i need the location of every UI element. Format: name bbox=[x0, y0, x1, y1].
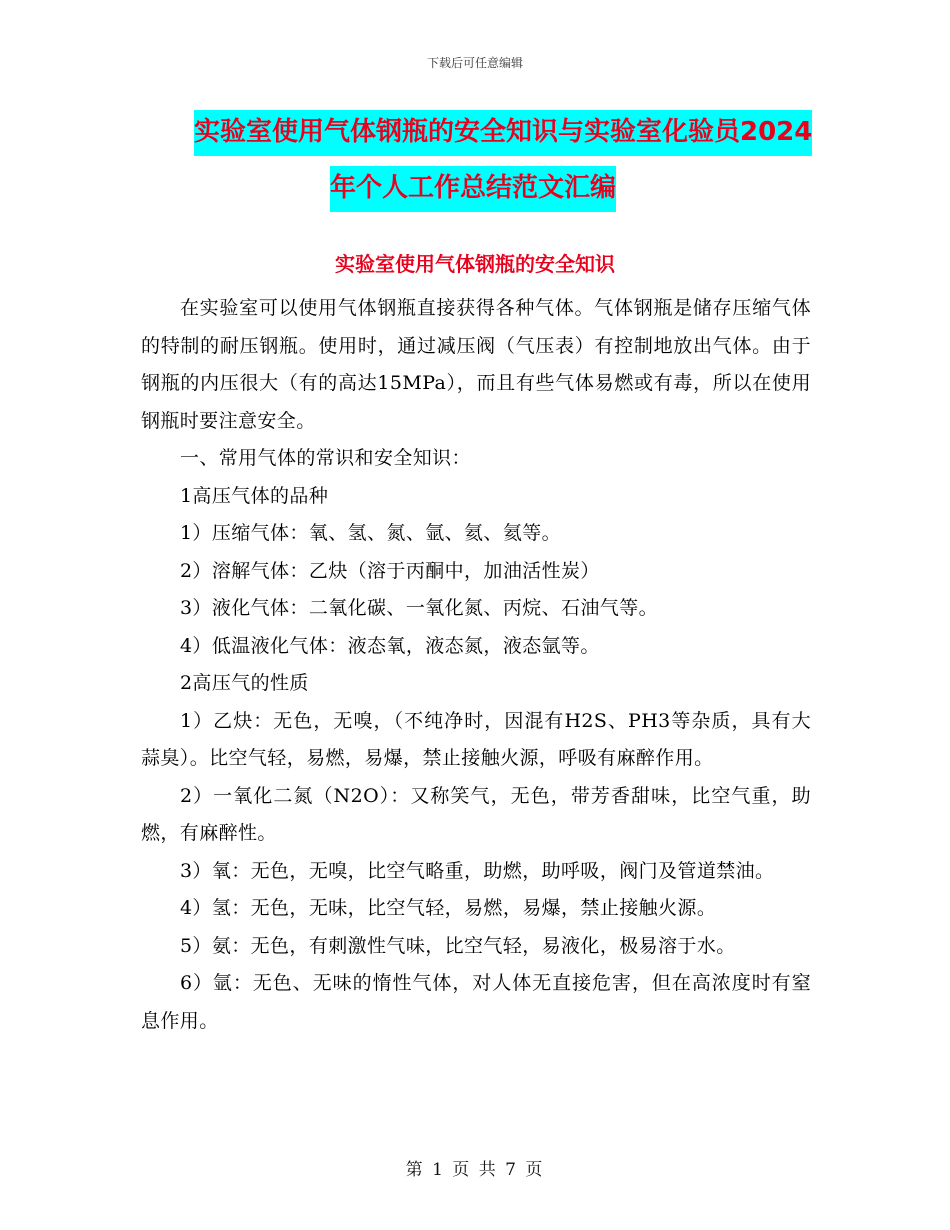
document-body bbox=[141, 290, 811, 1040]
paragraph: 4）氢：无色，无味，比空气轻，易燃，易爆，禁止接触火源。 bbox=[179, 897, 717, 919]
header-note: 下载后可任意编辑 bbox=[426, 56, 523, 70]
paragraph: 2高压气的性质 bbox=[179, 672, 309, 694]
title-line-1-text: 实验室使用气体钢瓶的安全知识与实验室化验员2024 bbox=[194, 110, 812, 156]
title-line-1 bbox=[150, 108, 850, 156]
page-footer: 第 1 页 共 7 页 bbox=[405, 1160, 545, 1180]
section-title: 实验室使用气体钢瓶的安全知识 bbox=[335, 252, 615, 276]
title-line-2-text: 年个人工作总结范文汇编 bbox=[330, 166, 616, 212]
paragraph: 1高压气体的品种 bbox=[179, 484, 329, 507]
paragraph: 4）低温液化气体：液态氧，液态氮，液态氩等。 bbox=[179, 634, 600, 657]
paragraph: 2）溶解气体：乙炔（溶于丙酮中，加油活性炭） bbox=[179, 559, 600, 582]
paragraph: 5）氨：无色，有刺激性气味，比空气轻，易液化，极易溶于水。 bbox=[179, 934, 736, 957]
document-title bbox=[150, 108, 850, 212]
paragraph: 6）氩：无色、无味的惰性气体，对人体无直接危害，但在高浓度时有窒息作用。 bbox=[141, 972, 811, 1032]
paragraph: 一、常用气体的常识和安全知识： bbox=[179, 447, 471, 469]
paragraph: 3）液化气体：二氧化碳、一氧化氮、丙烷、石油气等。 bbox=[179, 597, 659, 619]
paragraph: 1）乙炔：无色，无嗅，（不纯净时，因混有H2S、PH3等杂质，具有大蒜臭）。比空气轻，易燃，易爆，禁止接触火源，呼吸有麻醉作用。 bbox=[141, 709, 811, 769]
paragraph: 3）氧：无色，无嗅，比空气略重，助燃，助呼吸，阀门及管道禁油。 bbox=[179, 859, 775, 882]
paragraph: 1）压缩气体：氧、氢、氮、氩、氦、氦等。 bbox=[179, 522, 562, 544]
paragraph: 2）一氧化二氮（N2O）：又称笑气，无色，带芳香甜味，比空气重，助燃，有麻醉性。 bbox=[141, 784, 811, 844]
title-line-2 bbox=[150, 164, 850, 212]
paragraph: 在实验室可以使用气体钢瓶直接获得各种气体。气体钢瓶是储存压缩气体的特制的耐压钢瓶。使用时，通过减压阀（气压表）有控制地放出气体。由于钢瓶的内压很大（有的高达15MPa），而且有些气体易燃或有毒，所以在使用钢瓶时要注意安全。 bbox=[141, 297, 811, 432]
